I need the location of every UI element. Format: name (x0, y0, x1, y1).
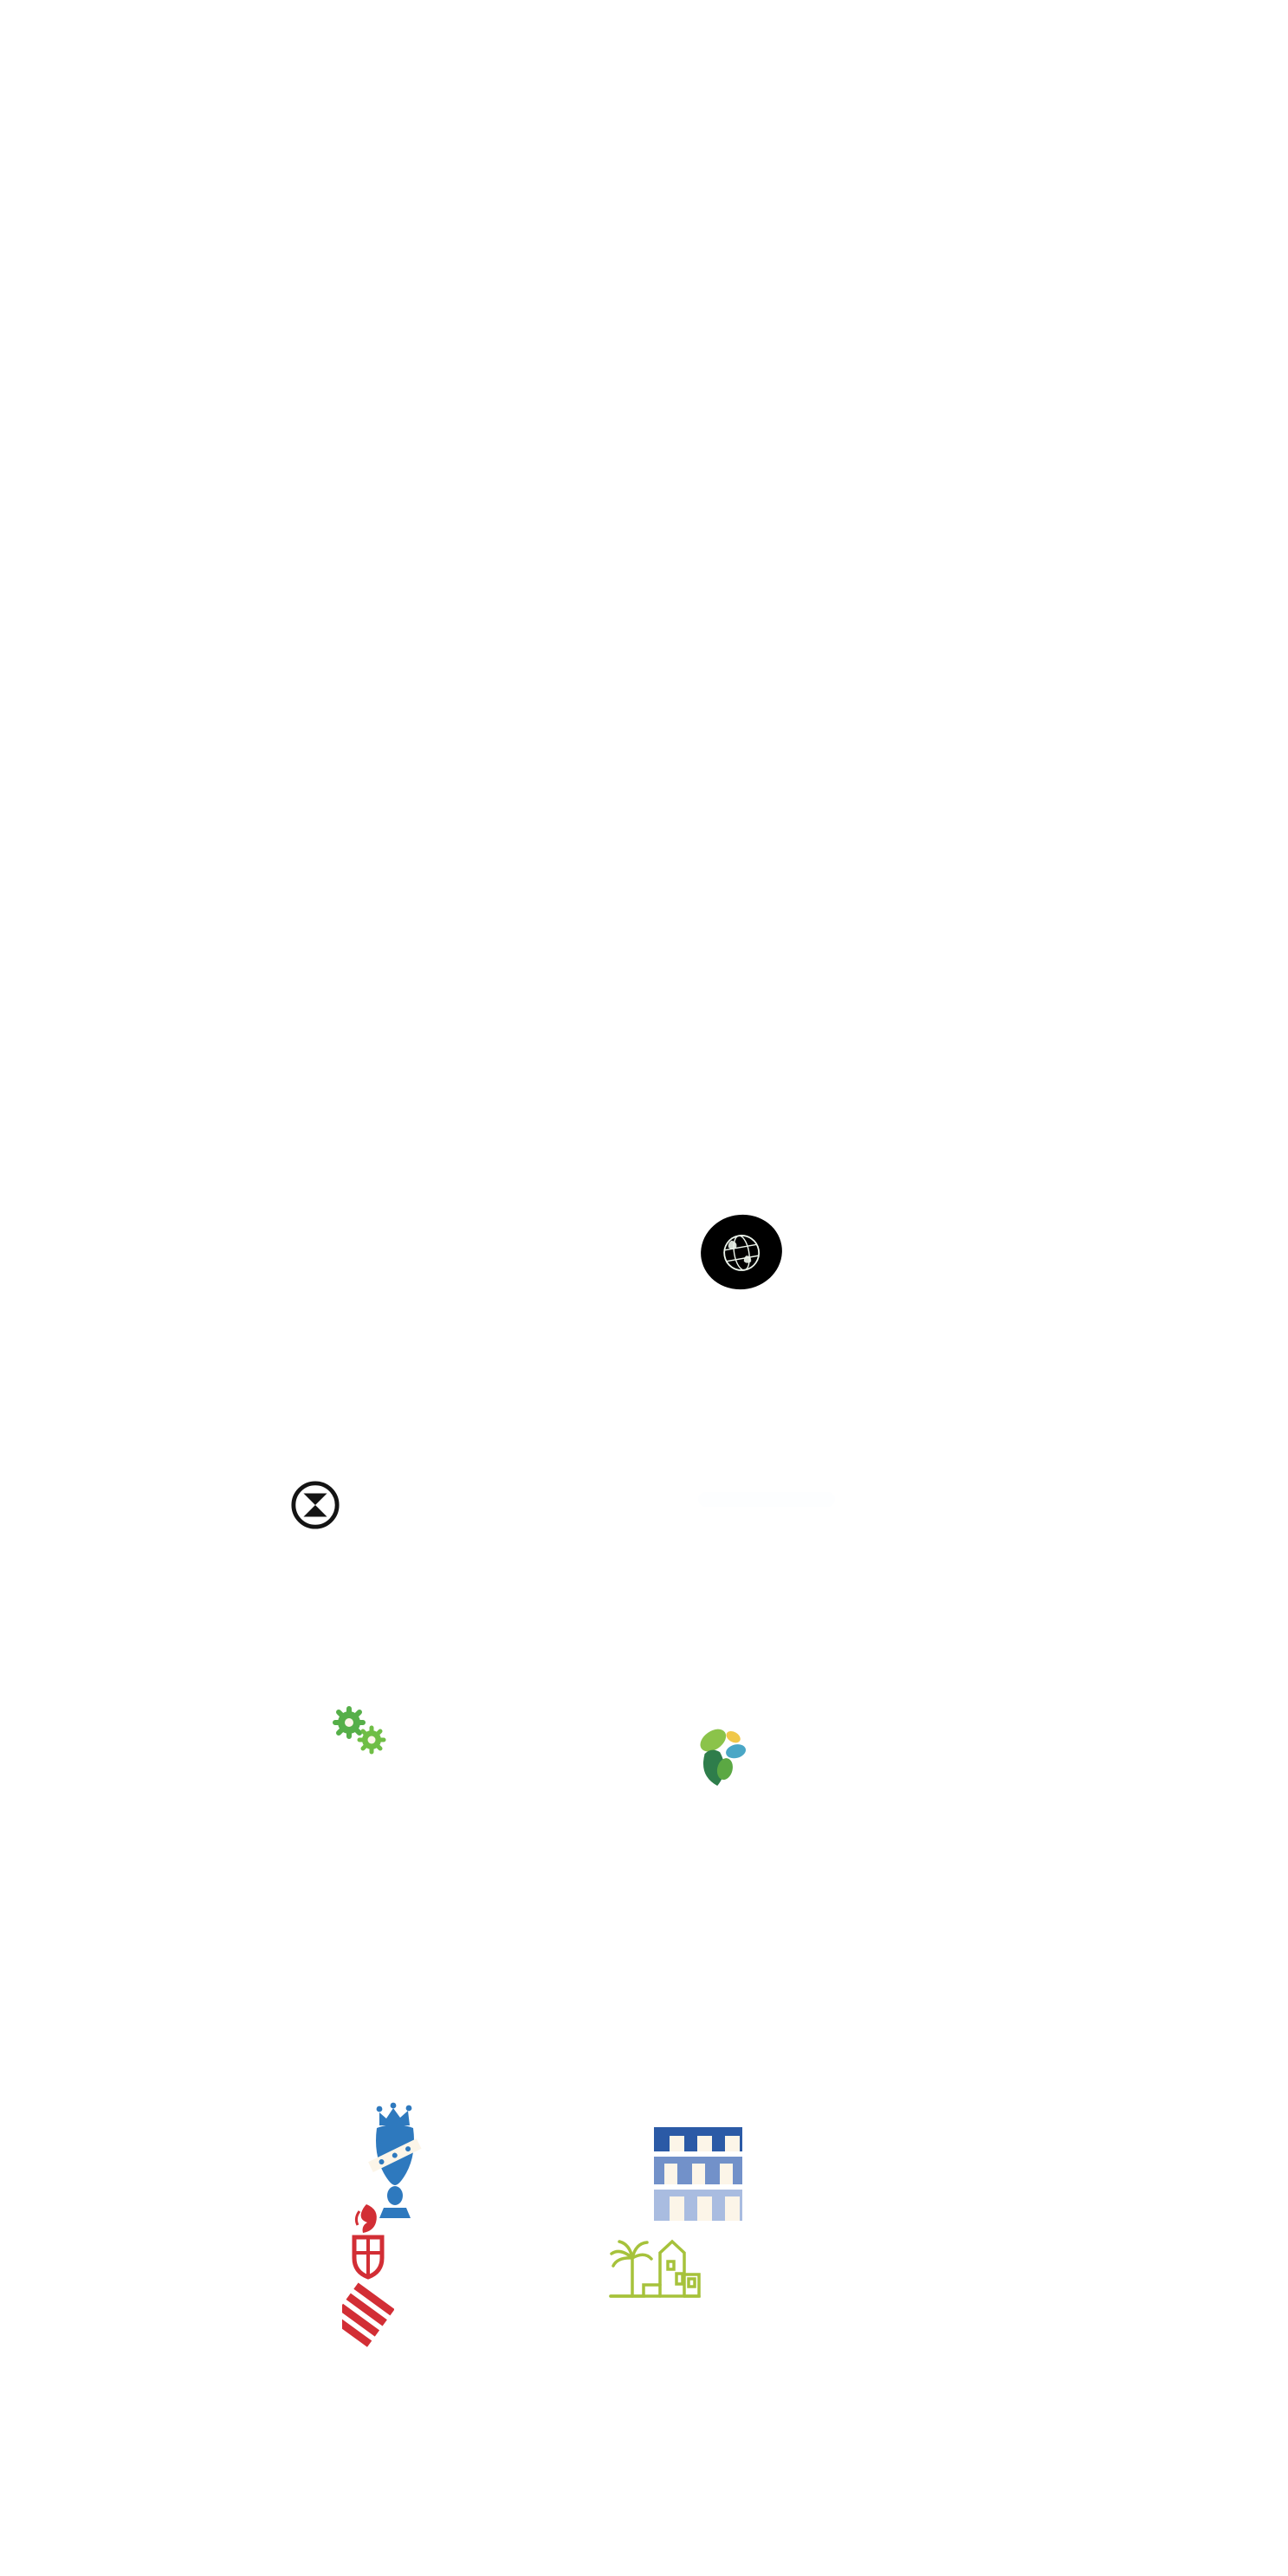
leaves-icon (693, 1723, 752, 1792)
clock-tick-bottom-icon (748, 776, 768, 824)
palm-building-icon (606, 2218, 710, 2303)
qr-code-icon (410, 1712, 459, 1762)
ceida-aqueduct-icon (652, 2127, 744, 2221)
extinction-rebellion-logo-icon (290, 1480, 358, 1530)
qr-code-icon (468, 1482, 514, 1528)
qr-code-icon (410, 1236, 457, 1284)
porelclima-logo-word (291, 1209, 386, 1214)
fridays-for-future-logo-icon (698, 1211, 785, 1293)
xr-symbol-icon (290, 1480, 340, 1530)
footer-logo-centre-educacio (606, 2218, 970, 2313)
qr-code-icon (793, 1233, 840, 1280)
clock-tick-top-icon (511, 143, 531, 190)
drip-icon (364, 1277, 370, 1294)
pacto-alcaldes-logo-icon (693, 1723, 757, 1792)
sun-icon (698, 1466, 835, 1492)
footer-logo-ceida (652, 2127, 938, 2227)
gears-icon (327, 1705, 389, 1757)
porelclima-logo-word (291, 1210, 386, 1213)
qr-code-icon (871, 1480, 921, 1529)
qr-code-icon (914, 1742, 961, 1790)
porelclima-logo-word (291, 1210, 386, 1214)
porelclima-logo-word (331, 1210, 386, 1214)
xr-logo-word (356, 1485, 370, 1491)
footer-logo-generalitat (342, 2203, 619, 2354)
generalitat-crest-icon (342, 2203, 394, 2352)
hero-circle-icon (355, 195, 935, 775)
esenred-logo-icon (288, 1710, 389, 1787)
rede-cidades-logo-icon (698, 1466, 835, 1507)
porelclima-logo-icon (291, 1211, 386, 1218)
